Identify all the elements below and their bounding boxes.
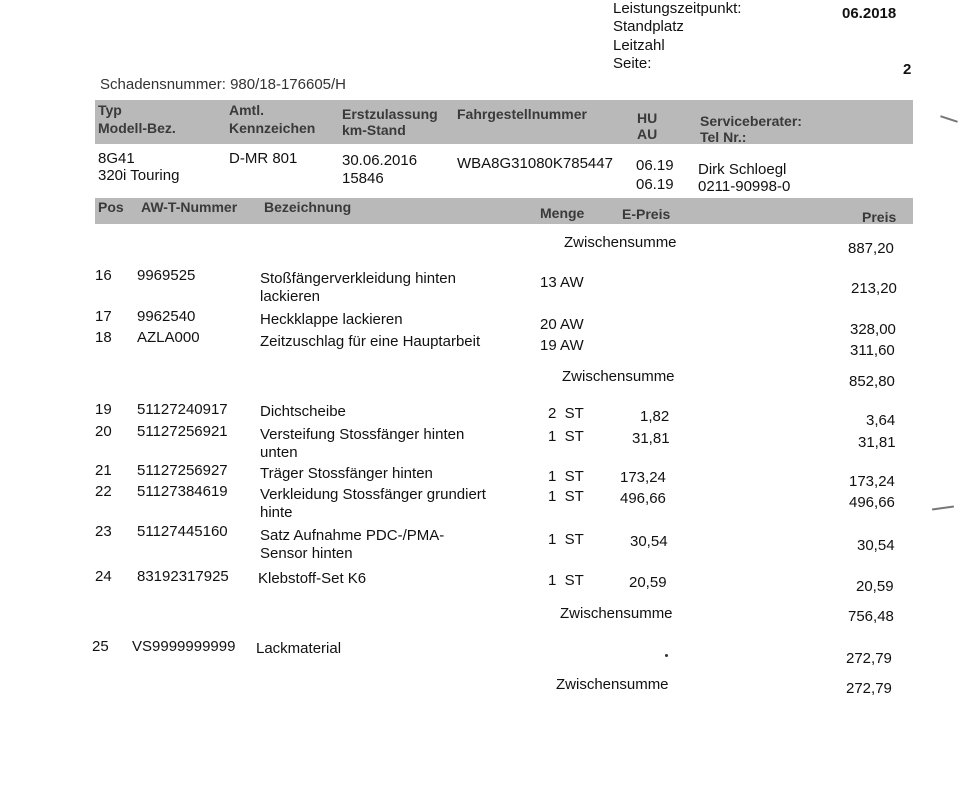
item-price: 213,20: [851, 280, 897, 297]
hdr-tel: Tel Nr.:: [700, 129, 747, 145]
subtotal-label: Zwischensumme: [560, 605, 673, 622]
leistungszeitpunkt-label: Leistungszeitpunkt:: [613, 0, 742, 17]
vehicle-au: 06.19: [636, 176, 674, 193]
item-unit-price: 173,24: [620, 469, 666, 486]
scan-mark: [932, 505, 954, 510]
item-quantity: 1 ST: [548, 468, 584, 485]
subtotal-label: Zwischensumme: [562, 368, 675, 385]
item-quantity: 1 ST: [548, 572, 584, 589]
hdr-pos: Pos: [98, 199, 124, 215]
item-number: 51127256921: [137, 423, 228, 440]
hdr-e-preis: E-Preis: [622, 206, 671, 222]
hdr-aw-t-nummer: AW-T-Nummer: [141, 199, 238, 215]
vehicle-tel: 0211-90998-0: [698, 178, 791, 195]
item-number: 51127256927: [137, 462, 228, 479]
vehicle-kennzeichen: D-MR 801: [229, 150, 298, 167]
item-price: 20,59: [856, 578, 894, 595]
schadensnummer-label: Schadensnummer:: [100, 76, 226, 93]
item-price: 31,81: [858, 434, 896, 451]
item-unit-price: 20,59: [629, 574, 667, 591]
hdr-km-stand: km-Stand: [342, 122, 406, 138]
schadensnummer: [100, 76, 346, 93]
subtotal-label: Zwischensumme: [564, 234, 677, 251]
item-price: 496,66: [849, 494, 895, 511]
item-price: 173,24: [849, 473, 895, 490]
hdr-kennzeichen: Kennzeichen: [229, 120, 316, 136]
item-pos: 25: [92, 638, 109, 655]
item-pos: 20: [95, 423, 112, 440]
item-quantity: 1 ST: [548, 488, 584, 505]
item-description: Versteifung Stossfänger hinten unten: [260, 426, 465, 461]
item-quantity: 13 AW: [540, 274, 584, 291]
subtotal-value: 756,48: [848, 608, 894, 625]
hdr-au: AU: [637, 126, 658, 142]
item-pos: 23: [95, 523, 112, 540]
item-price: 311,60: [850, 342, 895, 359]
item-price: 30,54: [857, 537, 895, 554]
item-number: 51127240917: [137, 401, 228, 418]
item-description: Zeitzuschlag für eine Hauptarbeit: [260, 333, 481, 350]
item-price: 328,00: [850, 321, 896, 338]
subtotal-value: 887,20: [848, 240, 894, 257]
item-number: 83192317925: [137, 568, 229, 585]
vehicle-erstzulassung: 30.06.2016: [342, 152, 418, 169]
item-description: Klebstoff-Set K6: [258, 570, 367, 587]
hdr-preis: Preis: [862, 209, 897, 225]
item-unit-price: 31,81: [632, 430, 670, 447]
hdr-serviceberater: Serviceberater:: [700, 113, 802, 129]
item-pos: 22: [95, 483, 112, 500]
subtotal-value: 852,80: [849, 373, 895, 390]
schadensnummer-value: 980/18-176605/H: [230, 76, 347, 93]
item-unit-price: 30,54: [630, 533, 668, 550]
subtotal-label: Zwischensumme: [556, 676, 669, 693]
subtotal-value: 272,79: [846, 680, 892, 697]
item-number: 9969525: [137, 267, 196, 284]
item-description: Satz Aufnahme PDC-/PMA-Sensor hinten: [260, 527, 445, 562]
hdr-menge: Menge: [540, 205, 585, 221]
hdr-modell: Modell-Bez.: [98, 120, 176, 136]
item-price: 272,79: [846, 650, 892, 667]
item-description: Dichtscheibe: [260, 403, 346, 420]
hdr-erstzulassung: Erstzulassung: [342, 106, 438, 122]
item-number: AZLA000: [137, 329, 200, 346]
item-description: Stoßfängerverkleidung hinten lackieren: [260, 270, 456, 305]
item-pos: 17: [95, 308, 112, 325]
standplatz-label: Standplatz: [613, 18, 684, 35]
hdr-fahrgestellnummer: Fahrgestellnummer: [457, 106, 587, 122]
hdr-hu: HU: [637, 110, 658, 126]
seite-value: 2: [903, 61, 912, 78]
item-number: 9962540: [137, 308, 196, 325]
vehicle-modell: 320i Touring: [98, 167, 180, 184]
item-unit-price: 496,66: [620, 490, 666, 507]
item-description: Träger Stossfänger hinten: [260, 465, 433, 482]
item-description: Verkleidung Stossfänger grundiert hinte: [260, 486, 486, 521]
hdr-bezeichnung: Bezeichnung: [264, 199, 352, 215]
item-quantity: 1 ST: [548, 428, 584, 445]
scan-mark: [940, 115, 958, 122]
item-number: 51127445160: [137, 523, 228, 540]
vehicle-typ: 8G41: [98, 150, 135, 167]
item-quantity: 20 AW: [540, 316, 584, 333]
item-pos: 21: [95, 462, 112, 479]
item-price: 3,64: [866, 412, 896, 429]
item-quantity: 19 AW: [540, 337, 584, 354]
hdr-typ: Typ: [98, 102, 122, 118]
vehicle-km: 15846: [342, 170, 384, 187]
hdr-amtl: Amtl.: [229, 102, 264, 118]
item-unit-price: 1,82: [640, 408, 670, 425]
item-pos: 16: [95, 267, 112, 284]
vehicle-berater: Dirk Schloegl: [698, 161, 787, 178]
item-description: Heckklappe lackieren: [260, 311, 403, 328]
seite-label: Seite:: [613, 55, 652, 72]
item-description: Lackmaterial: [256, 640, 342, 657]
item-pos: 19: [95, 401, 112, 418]
item-pos: 18: [95, 329, 112, 346]
item-pos: 24: [95, 568, 112, 585]
vehicle-hu: 06.19: [636, 157, 674, 174]
item-quantity: 2 ST: [548, 405, 584, 422]
item-number: VS9999999999: [132, 638, 236, 655]
vehicle-fin: WBA8G31080K785447: [457, 155, 613, 172]
leistungszeitpunkt-value: 06.2018: [842, 5, 897, 22]
leitzahl-label: Leitzahl: [613, 37, 665, 54]
scan-dot: [665, 654, 668, 657]
item-number: 51127384619: [137, 483, 228, 500]
item-quantity: 1 ST: [548, 531, 584, 548]
